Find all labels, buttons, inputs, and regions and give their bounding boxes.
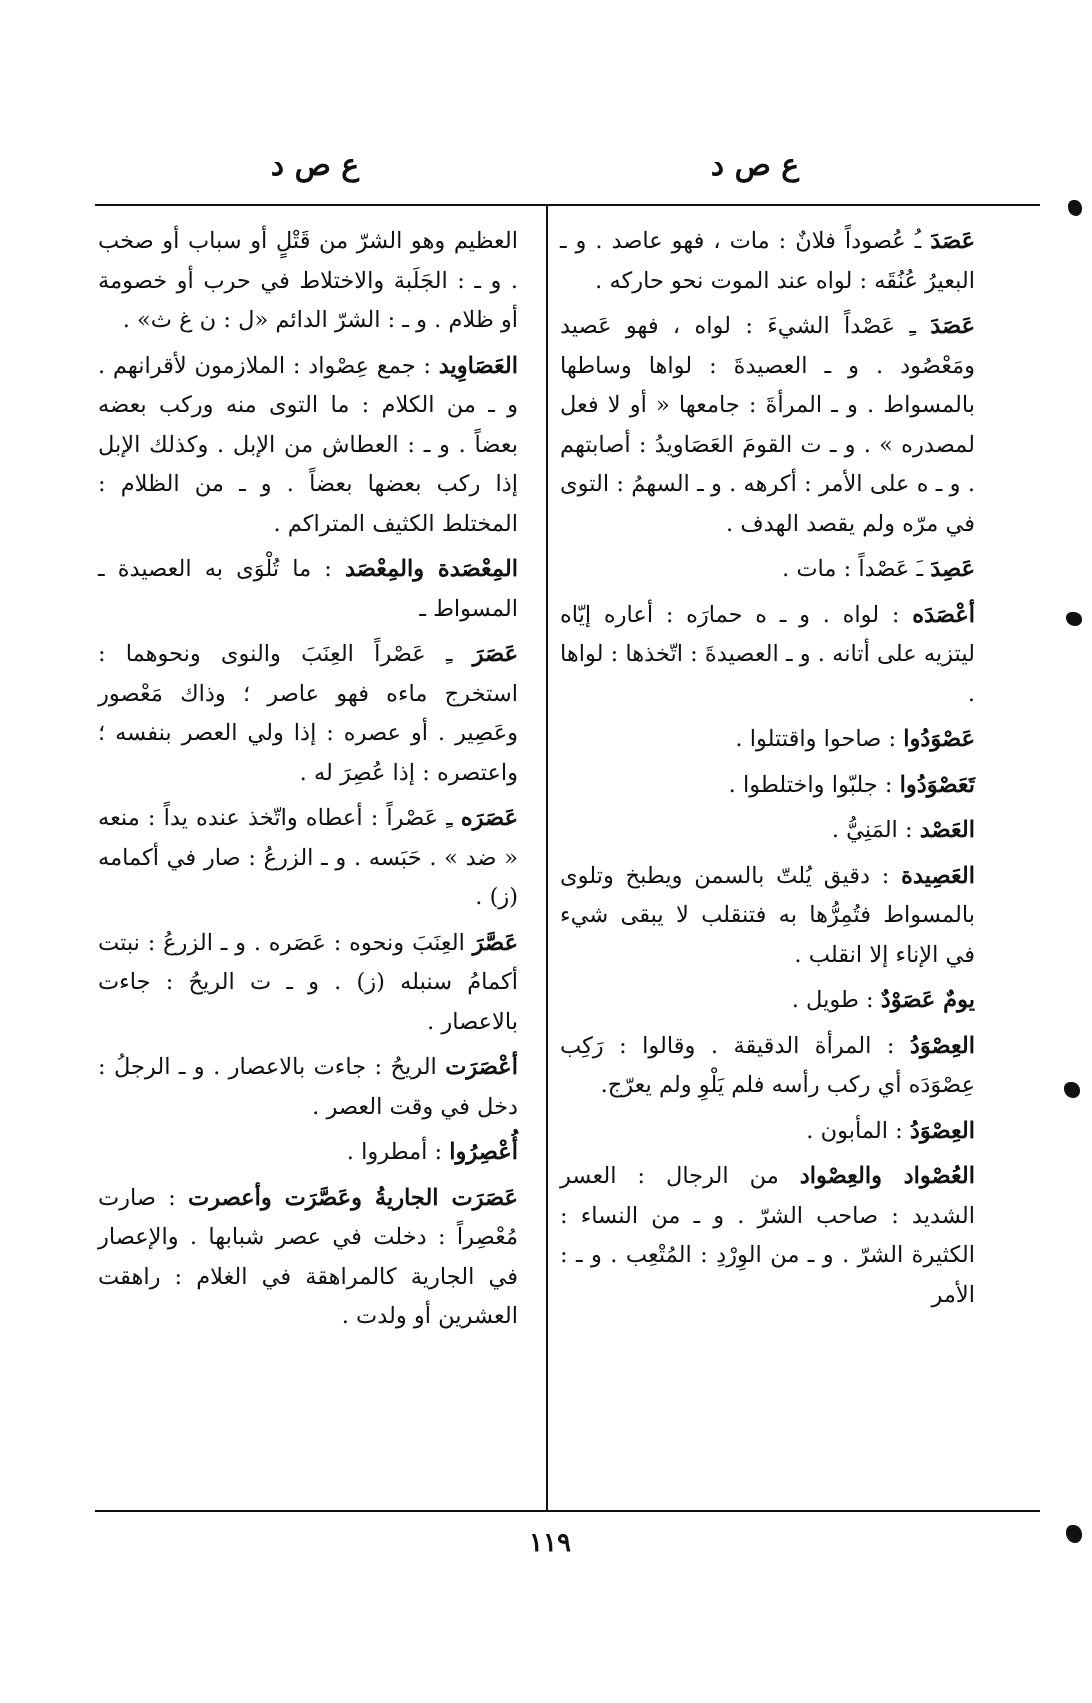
headword: العُصْواد والعِصْواد (799, 1163, 976, 1189)
definition: : دقيق يُلتّ بالسمن ويطبخ وتلوى بالمسواط فتُمِرُّها به فتنقلب لا يبقى شيء في الإناء إلا انقلب . (560, 862, 975, 968)
dictionary-entry (98, 550, 518, 629)
headword: أُعْصِرُوا (449, 1139, 518, 1165)
definition: : جمع عِصْواد : الملازمون لأقرانهم . و ـ من الكلام : ما التوى منه وركب بعضه بعضاً . و ـ : العطاش من الإبل . وكذلك الإبل إذا ركب بعضها بعضاً . و ـ من الظلام : المختلط الكثيف المتراكم . (98, 352, 518, 537)
headword: عَصَّرَ (472, 929, 518, 956)
dictionary-entry (560, 811, 975, 851)
headword: العَصِيدة (901, 862, 975, 889)
top-rule (95, 204, 1040, 206)
ink-blot-mark (1066, 1525, 1082, 1543)
headword: أعْصَدَه (912, 601, 975, 628)
definition: ـِ عَصْراً : أعطاه واتّخذ عنده يداً : منعه « ضد » . حَبَسه . و ـ الزرعُ : صار في أكمامه (ز) . (98, 805, 518, 910)
headword: العِصْوَدُ (909, 1032, 975, 1059)
bottom-rule (95, 1510, 1040, 1512)
definition: : طويل . (791, 987, 881, 1013)
dictionary-entry (98, 1133, 518, 1173)
definition: : صارت مُعْصِراً : دخلت في عصر شبابها . والإعصار في الجارية كالمراهقة في الغلام : راهقت العشرين أو ولدت . (98, 1184, 518, 1329)
dictionary-entry (560, 596, 975, 715)
definition: ـُ عُصوداً فلانٌ : مات ، فهو عاصد . و ـ البعيرُ عُنُقَه : لواه عند الموت نحو حاركه . (560, 228, 975, 294)
dictionary-entry (98, 924, 518, 1043)
dictionary-entry (560, 222, 975, 301)
headword: عَصْوَدُوا (903, 726, 975, 752)
definition: : لواه . و ـ ه حمارَه : أعاره إيّاه ليتزيه على أتانه . و ـ العصيدةَ : اتّخذها : لواها . (560, 601, 975, 707)
definition: : المرأة الدقيقة . وقالوا : رَكِب عِصْوَدَه أي ركب رأسه فلم يَلْوِ ولم يعرّج. (560, 1032, 975, 1098)
dictionary-entry (560, 307, 975, 544)
right-column (560, 222, 975, 1321)
running-header-left: ع ص د (270, 148, 360, 183)
dictionary-entry (98, 347, 518, 545)
dictionary-entry (560, 720, 975, 760)
definition: ـِ عَصْداً الشيءَ : لواه ، فهو عَصيد ومَعْصُود . و ـ العصيدةَ : لواها وساطها بالمسواط . و ـ المرأةَ : جامعها « أو لا فعل لمصدره » . و ـ ت القومَ العَصَاويدُ : أصابتهم . و ـ ه على الأمر : أكرهه . و ـ السهمُ : التوى في مرّه ولم يقصد الهدف . (560, 313, 975, 537)
headword: العَصْد (919, 817, 975, 843)
headword: عَصَرَ (472, 641, 518, 667)
headword: عَصِدَ (930, 556, 975, 582)
definition: : ما تُلْوَى به العصيدة ـ المسواط ـ (98, 556, 518, 622)
definition: : المأبون . (806, 1117, 910, 1144)
dictionary-entry (560, 766, 975, 806)
headword: أعْصَرَت (445, 1054, 518, 1080)
headword: العَصَاوِيد (438, 352, 518, 379)
ink-blot-mark (1064, 1082, 1080, 1098)
definition: : جلبّوا واختلطوا . (728, 771, 900, 798)
dictionary-entry (98, 635, 518, 793)
definition: : أمطروا . (346, 1139, 450, 1165)
headword: عَصَرَه (460, 805, 518, 831)
column-divider (546, 205, 548, 1510)
definition: العِنَبَ ونحوه : عَصَره . و ـ الزرعُ : نبتت أكمامُ سنبله (ز) . و ـ ت الريحُ : جاءت بالاعصار . (98, 929, 518, 1035)
headword: عَصَدَ (930, 313, 975, 339)
dictionary-entry (560, 1027, 975, 1106)
dictionary-entry (560, 981, 975, 1021)
dictionary-entry (98, 799, 518, 918)
definition: ـَ عَصْداً : مات . (782, 556, 931, 582)
running-header-right: ع ص د (710, 148, 800, 183)
headword: عَصَرَت الجاريةُ وعَصَّرَت وأعصرت (188, 1184, 518, 1211)
headword: يومٌ عَصَوْدٌ (880, 987, 975, 1013)
headword: العِصْوَدُ (909, 1117, 975, 1144)
definition: من الرجال : العسر الشديد : صاحب الشرّ . و ـ من النساء : الكثيرة الشرّ . و ـ من الوِرْدِ : المُتْعِب . و ـ : الأمر (560, 1163, 975, 1308)
left-column (98, 222, 518, 1343)
dictionary-entry (98, 1179, 518, 1337)
definition: العظيم وهو الشرّ من قَتْلٍ أو سباب أو صخب . و ـ : الجَلَبة والاختلاط في حرب أو خصومة أو ظلام . و ـ : الشرّ الدائم «ل : ن غ ث» . (98, 228, 518, 333)
dictionary-entry (560, 550, 975, 590)
dictionary-entry (98, 1048, 518, 1127)
headword: تَعَصْوَدُوا (899, 771, 975, 798)
definition: ـِ عَصْراً العِنَبَ والنوى ونحوهما : استخرج ماءه فهو عاصر ؛ وذاك مَعْصور وعَصِير . أو عصره : إذا ولي العصر بنفسه ؛ واعتصره : إذا عُصِرَ له . (98, 641, 518, 786)
ink-blot-mark (1066, 612, 1082, 626)
ink-blot-mark (1068, 200, 1082, 216)
dictionary-entry (560, 857, 975, 976)
definition: : المَنِيُّ . (831, 817, 920, 843)
definition: : صاحوا واقتتلوا . (735, 726, 904, 752)
definition: الريحُ : جاءت بالاعصار . و ـ الرجلُ : دخل في وقت العصر . (98, 1054, 518, 1120)
page-number: ١١٩ (529, 1528, 571, 1558)
dictionary-entry (560, 1112, 975, 1152)
headword: المِعْصَدة والمِعْصَد (344, 556, 518, 582)
dictionary-entry (98, 222, 518, 341)
headword: عَصَدَ (930, 228, 975, 254)
dictionary-entry (560, 1157, 975, 1315)
